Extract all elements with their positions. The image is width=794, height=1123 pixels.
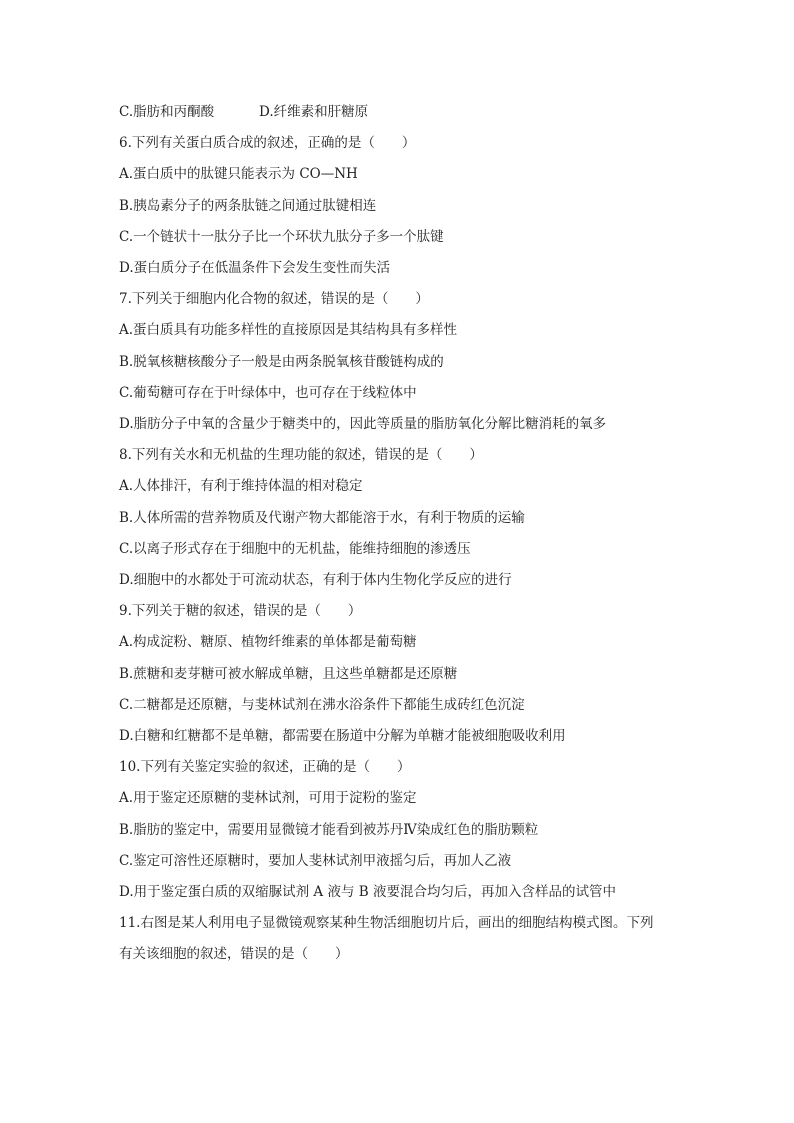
q6-option-b: B.胰岛素分子的两条肽链之间通过肽键相连 — [119, 198, 377, 214]
q9-option-d: D.白糖和红糖都不是单糖，都需要在肠道中分解为单糖才能被细胞吸收利用 — [119, 728, 566, 744]
q10-option-b: B.脂肪的鉴定中，需要用显微镜才能看到被苏丹Ⅳ染成红色的脂肪颗粒 — [119, 822, 539, 838]
q10-option-d: D.用于鉴定蛋白质的双缩脲试剂 A 液与 B 液要混合均匀后，再加入含样品的试管中 — [119, 884, 616, 900]
q7-option-b: B.脱氧核糖核酸分子一般是由两条脱氧核苷酸链构成的 — [119, 354, 444, 370]
q8-option-b: B.人体所需的营养物质及代谢产物大都能溶于水，有利于物质的运输 — [119, 510, 525, 526]
option-c: C.脂肪和丙酮酸 — [119, 104, 215, 120]
option-pair — [119, 103, 369, 121]
q9-option-b: B.蔗糖和麦芽糖可被水解成单糖，且这些单糖都是还原糖 — [119, 666, 458, 682]
q8-option-c: C.以离子形式存在于细胞中的无机盐，能维持细胞的渗透压 — [119, 541, 471, 557]
question-9: 9.下列关于糖的叙述，错误的是（ ） — [119, 603, 362, 619]
q6-option-c: C.一个链状十一肽分子比一个环状九肽分子多一个肽键 — [119, 229, 444, 245]
q7-option-d: D.脂肪分子中氧的含量少于糖类中的，因此等质量的脂肪氧化分解比糖消耗的氧多 — [119, 416, 607, 432]
q7-option-c: C.葡萄糖可存在于叶绿体中，也可存在于线粒体中 — [119, 385, 417, 401]
q6-option-d: D.蛋白质分子在低温条件下会发生变性而失活 — [119, 260, 391, 276]
q10-option-a: A.用于鉴定还原糖的斐林试剂，可用于淀粉的鉴定 — [119, 790, 417, 806]
question-11-cont: 有关该细胞的叙述，错误的是（ ） — [119, 946, 349, 962]
question-10: 10.下列有关鉴定实验的叙述，正确的是（ ） — [119, 759, 411, 775]
question-6: 6.下列有关蛋白质合成的叙述，正确的是（ ） — [119, 135, 416, 151]
option-d: D.纤维素和肝糖原 — [259, 104, 369, 120]
question-11: 11.右图是某人利用电子显微镜观察某种生物活细胞切片后，画出的细胞结构模式图。下列 — [119, 915, 654, 931]
q8-option-a: A.人体排汗，有利于维持体温的相对稳定 — [119, 478, 363, 494]
question-7: 7.下列关于细胞内化合物的叙述，错误的是（ ） — [119, 291, 429, 307]
q9-option-c: C.二糖都是还原糖，与斐林试剂在沸水浴条件下都能生成砖红色沉淀 — [119, 697, 525, 713]
question-8: 8.下列有关水和无机盐的生理功能的叙述，错误的是（ ） — [119, 447, 483, 463]
q9-option-a: A.构成淀粉、糖原、植物纤维素的单体都是葡萄糖 — [119, 634, 417, 650]
q8-option-d: D.细胞中的水都处于可流动状态，有利于体内生物化学反应的进行 — [119, 572, 512, 588]
q10-option-c: C.鉴定可溶性还原糖时，要加人斐林试剂甲液摇匀后，再加人乙液 — [119, 853, 512, 869]
q6-option-a: A.蛋白质中的肽键只能表示为 CO—NH — [119, 166, 358, 182]
q7-option-a: A.蛋白质具有功能多样性的直接原因是其结构具有多样性 — [119, 322, 458, 338]
